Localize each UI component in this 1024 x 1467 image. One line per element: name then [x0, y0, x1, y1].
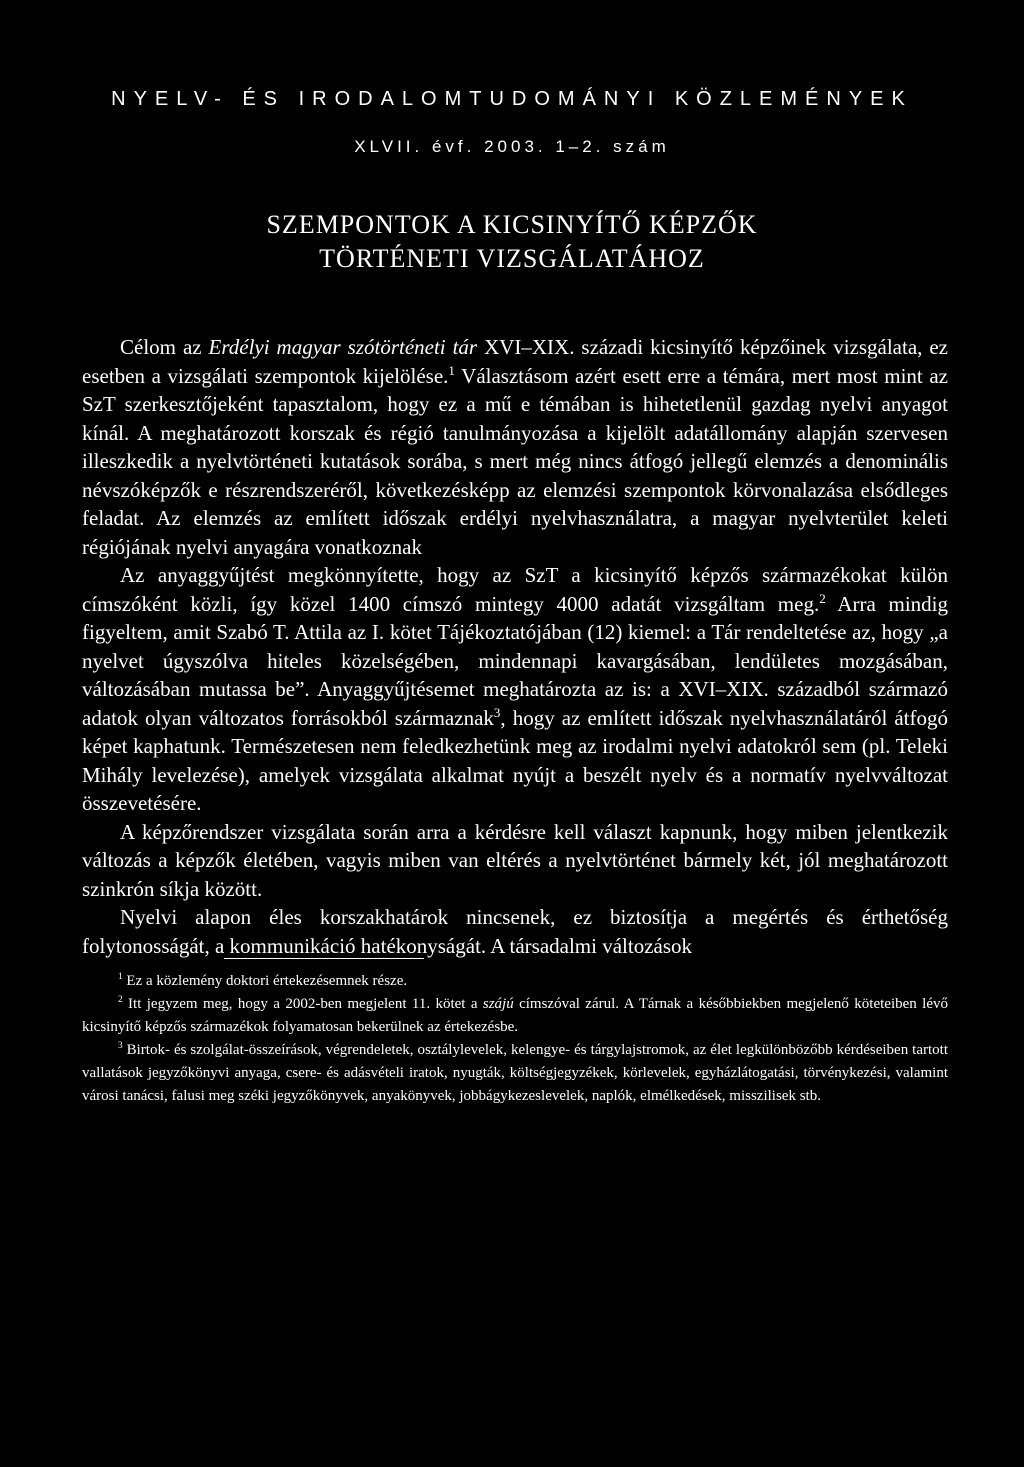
paragraph-3: A képzőrendszer vizsgálata során arra a kérdésre kell választ kapnunk, hogy miben jelentkezik változás a képzők életében, vagyis miben van eltérés a nyelvtörténet bármely két, jól meghatározott szinkrón síkja között.: [82, 819, 948, 901]
paragraph-2-text-a: Az anyaggyűjtést megkönnyítette, hogy az SzT a kicsinyítő képzős származékokat külön címszóként közli, így közel 1400 címszó mintegy 4000 adatát vizsgáltam meg.: [82, 563, 948, 616]
footnote-3-text: Birtok- és szolgálat-összeírások, végrendeletek, osztálylevelek, kelengye- és tárgylajstromok, az élet legkülönbözőbb kérdéseiben tartott vallatások jegyzőkönyvi anyaga, csere- és adásvételi iratok, nyugták, költségjegyzékek, körlevelek, egyházlátogatási, törvénykezési, valamint városi tanácsi, falusi meg széki jegyzőkönyvek, anyakönyvek, jobbágykezeslevelek, naplók, elmélkedések, misszilisek stb.: [82, 1042, 948, 1104]
footnote-ref-1: 1: [448, 362, 455, 378]
issue-info: XLVII. évf. 2003. 1–2. szám: [354, 137, 670, 156]
footnote-2-mark: 2: [118, 995, 123, 1005]
footnote-2-text-a: Itt jegyzem meg, hogy a 2002-ben megjelent 11. kötet a: [122, 996, 483, 1012]
footnote-1-mark: 1: [118, 972, 123, 982]
paragraph-4: Nyelvi alapon éles korszakhatárok nincsenek, ez biztosítja a megértés és érthetőség folytonosságát, a kommunikáció hatékonyságát. A társadalmi változások: [82, 905, 948, 958]
footnote-1: [82, 970, 948, 993]
paragraph-1: [82, 333, 948, 561]
article-title: [0, 208, 1024, 276]
footnote-divider: [224, 958, 424, 959]
title-line-2: TÖRTÉNETI VIZSGÁLATÁHOZ: [319, 244, 705, 273]
footnotes: [82, 970, 948, 1108]
paragraph-2-text-c: , hogy az említett időszak nyelvhasználatáról átfogó képet kaphatunk. Természetesen nem feledkezhetünk meg az irodalmi nyelvi adatokról sem (pl. Teleki Mihály levelezése), amelyek vizsgálata alkalmat nyújt a beszélt nyelv és a normatív nyelvváltozat összevetésére.: [82, 705, 949, 815]
article-body: [82, 333, 948, 960]
paragraph-1-text-b: XVI–XIX. századi kicsinyítő képzőinek vizsgálata, ez esetben a vizsgálati szempontok kijelölése.: [82, 335, 948, 388]
source-title: Erdélyi magyar szótörténeti tár: [208, 335, 478, 359]
footnote-3-mark: 3: [118, 1041, 123, 1051]
journal-name: NYELV- ÉS IRODALOMTUDOMÁNYI KÖZLEMÉNYEK: [111, 88, 913, 110]
title-line-1: SZEMPONTOK A KICSINYÍTŐ KÉPZŐK: [266, 210, 758, 239]
footnote-ref-3: 3: [493, 704, 501, 720]
footnote-2-headword: szájú: [482, 996, 514, 1012]
footnote-3: [82, 1039, 948, 1108]
footnote-2-text-b: címszóval zárul. A Tárnak a későbbiekben megjelenő köteteiben lévő kicsinyítő képzős származékok folyamatosan bekerülnek az értekezésbe.: [82, 996, 948, 1035]
footnote-ref-2: 2: [819, 590, 826, 606]
paragraph-2: [82, 561, 948, 818]
paragraph-1-text-c: Választásom azért esett erre a témára, mert most mint az SzT szerkesztőjeként tapasztalom, hogy ez a mű e témában is hihetetlenül gazdag nyelvi anyagot kínál. A meghatározott korszak és régió tanulmányozása a kijelölt adatállomány alapján szervesen illeszkedik a nyelvtörténeti kutatások sorába, s mert még nincs átfogó jellegű elemzés a denominális névszóképzők e részrendszeréről, következésképp az elemzési szempontok körvonalazása elsődleges feladat. Az elemzés az említett időszak erdélyi nyelvhasználatra, a magyar nyelvterület keleti régiójának nyelvi anyagára vonatkoznak: [82, 363, 948, 559]
footnote-1-text: Ez a közlemény doktori értekezésemnek része.: [122, 973, 408, 989]
footnote-2: [82, 993, 948, 1039]
paragraph-1-text-a: Célom az: [120, 335, 209, 359]
paragraph-2-text-b: Arra mindig figyeltem, amit Szabó T. Attila az I. kötet Tájékoztatójában (12) kiemel: a Tár rendeltetése az, hogy „a nyelvet úgyszólva hiteles közelségében, mindennapi kavargásában, lendületes mozgásában, változásában mutassa be”. Anyaggyűjtésemet meghatározta az is: a XVI–XIX. századból származó adatok olyan változatos forrásokból származnak: [82, 591, 948, 730]
